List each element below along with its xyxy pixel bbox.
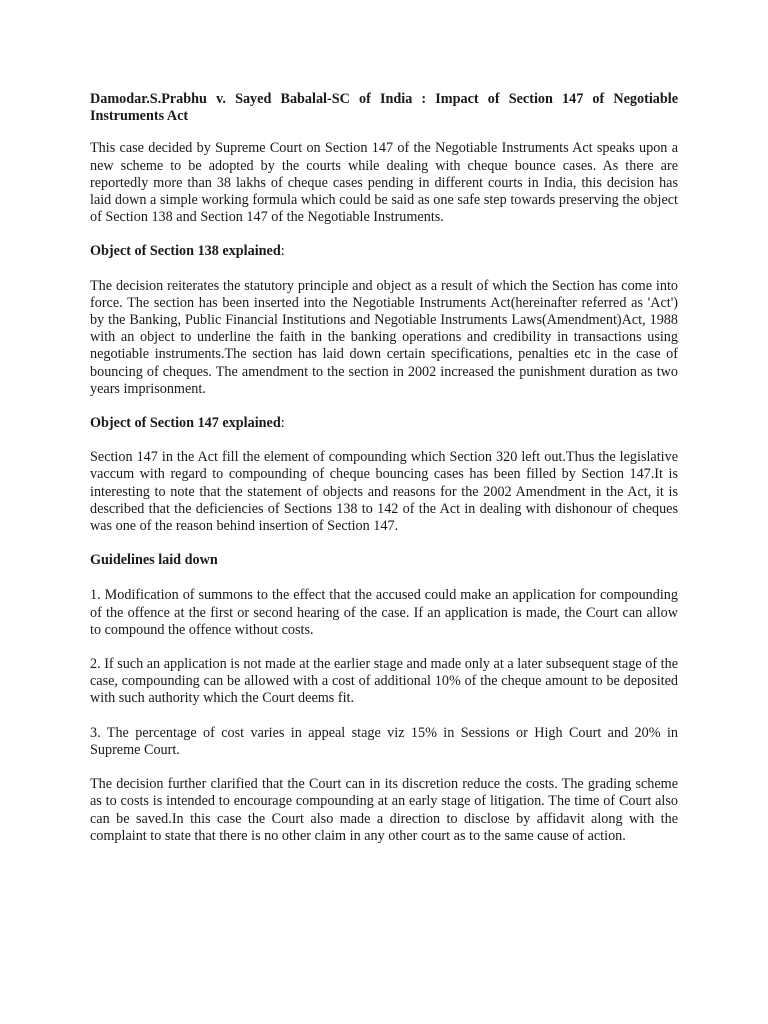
guidelines-heading: Guidelines laid down [90, 552, 218, 569]
section-147-heading-suffix: : [280, 415, 285, 432]
guideline-item: 2. If such an application is not made at the earlier stage and made only at a later subsequent stage of the case, compounding can be allowed with a cost of additional 10% of the cheque amount to be deposited with such authority which the Court deems fit. [90, 656, 678, 707]
conclusion-paragraph: The decision further clarified that the Court can in its discretion reduce the costs. The grading scheme as to costs is intended to encourage compounding at an early stage of litigation. The time of Court also can be saved.In this case the Court also made a direction to disclose by affidavit along with the complaint to state that there is no other claim in any other court as to the same cause of action. [90, 776, 678, 844]
intro-paragraph: This case decided by Supreme Court on Section 147 of the Negotiable Instruments Act speaks upon a new scheme to be adopted by the courts while dealing with cheque bounce cases. As there are reportedly more than 38 lakhs of cheque cases pending in different courts in India, this decision has laid down a simple working formula which could be said as one safe step towards preserving the object of Section 138 and Section 147 of the Negotiable Instruments. [90, 140, 678, 226]
section-138-paragraph: The decision reiterates the statutory principle and object as a result of which the Section has come into force. The section has been inserted into the Negotiable Instruments Act(hereinafter referred as 'Act') by the Banking, Public Financial Institutions and Negotiable Instruments Laws(Amendment)Act, 1988 with an object to underline the faith in the banking operations and credibility in transactions using negotiable instruments.The section has laid down certain specifications, penalties etc in the case of bouncing of cheques. The amendment to the section in 2002 increased the punishment duration as two years imprisonment. [90, 277, 678, 397]
section-138-heading [90, 243, 678, 260]
section-147-paragraph: Section 147 in the Act fill the element of compounding which Section 320 left out.Thus the legislative vaccum with regard to compounding of cheque bouncing cases has been filled by Section 147.It is interesting to note that the statement of objects and reasons for the 2002 Amendment in the Act, it is described that the deficiencies of Sections 138 to 142 of the Act in dealing with dishonour of cheques was one of the reason behind insertion of Section 147. [90, 449, 678, 535]
document-title: Damodar.S.Prabhu v. Sayed Babalal-SC of India : Impact of Section 147 of Negotiable Instruments Act [90, 91, 678, 125]
guideline-item: 1. Modification of summons to the effect that the accused could make an application for compounding of the offence at the first or second hearing of the case. If an application is made, the Court can allow to compound the offence without costs. [90, 587, 678, 638]
document-page [90, 91, 678, 862]
section-138-heading-suffix: : [280, 243, 285, 260]
section-147-heading-text: Object of Section 147 explained [90, 415, 281, 432]
section-147-heading [90, 415, 678, 432]
guideline-item: 3. The percentage of cost varies in appeal stage viz 15% in Sessions or High Court and 20% in Supreme Court. [90, 724, 678, 758]
section-138-heading-text: Object of Section 138 explained [90, 243, 281, 260]
